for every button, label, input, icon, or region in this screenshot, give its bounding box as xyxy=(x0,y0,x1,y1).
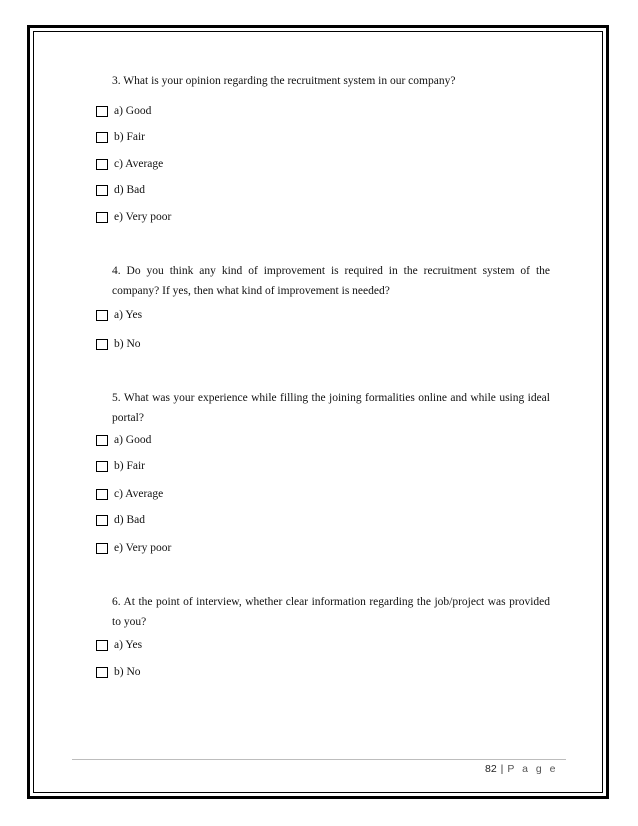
q5-option-average[interactable]: c) Average xyxy=(96,487,163,501)
footer-separator: | xyxy=(500,763,504,775)
checkbox[interactable] xyxy=(96,461,108,472)
checkbox[interactable] xyxy=(96,159,108,170)
q3-option-fair[interactable]: b) Fair xyxy=(96,130,145,144)
q5-option-very-poor[interactable]: e) Very poor xyxy=(96,541,171,555)
q5-option-good[interactable]: a) Good xyxy=(96,433,151,447)
q3-option-very-poor[interactable]: e) Very poor xyxy=(96,210,171,224)
q3-option-average[interactable]: c) Average xyxy=(96,157,163,171)
page-label: P a g e xyxy=(507,763,558,775)
q3-option-bad[interactable]: d) Bad xyxy=(96,183,145,197)
q4-option-yes[interactable]: a) Yes xyxy=(96,308,142,322)
question-6: 6. At the point of interview, whether clear information regarding the job/project was provided to you? xyxy=(112,596,550,628)
footer-rule xyxy=(72,759,566,760)
checkbox[interactable] xyxy=(96,543,108,554)
checkbox[interactable] xyxy=(96,339,108,350)
checkbox[interactable] xyxy=(96,667,108,678)
page-footer xyxy=(485,763,558,775)
checkbox[interactable] xyxy=(96,310,108,321)
checkbox[interactable] xyxy=(96,489,108,500)
q5-option-fair[interactable]: b) Fair xyxy=(96,459,145,473)
question-5: 5. What was your experience while filling the joining formalities online and while using ideal portal? xyxy=(112,392,550,424)
checkbox[interactable] xyxy=(96,106,108,117)
question-4: 4. Do you think any kind of improvement is required in the recruitment system of the company? If yes, then what kind of improvement is needed? xyxy=(112,265,550,297)
q6-option-no[interactable]: b) No xyxy=(96,665,141,679)
page-number: 82 xyxy=(484,763,497,775)
checkbox[interactable] xyxy=(96,640,108,651)
q3-option-good[interactable]: a) Good xyxy=(96,104,151,118)
q4-option-no[interactable]: b) No xyxy=(96,337,141,351)
q5-option-bad[interactable]: d) Bad xyxy=(96,513,145,527)
checkbox[interactable] xyxy=(96,435,108,446)
checkbox[interactable] xyxy=(96,132,108,143)
question-3: 3. What is your opinion regarding the recruitment system in our company? xyxy=(112,75,456,87)
checkbox[interactable] xyxy=(96,212,108,223)
checkbox[interactable] xyxy=(96,515,108,526)
checkbox[interactable] xyxy=(96,185,108,196)
q6-option-yes[interactable]: a) Yes xyxy=(96,638,142,652)
